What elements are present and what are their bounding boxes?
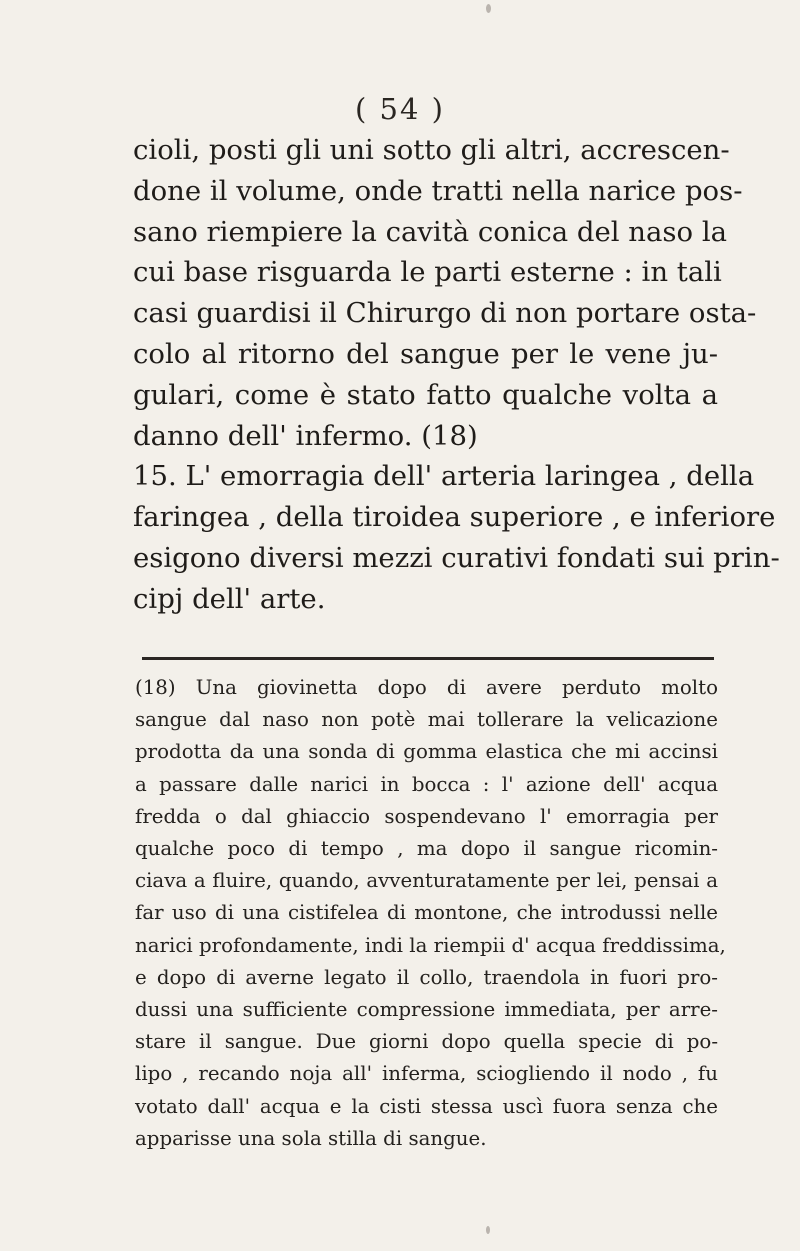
footnote-line: dussi una sufficiente compressione immediata, per arre- [135,998,718,1022]
text-line: cui base risguarda le parti esterne : in tali [133,256,722,289]
text-line: colo al ritorno del sangue per le vene ju- [133,337,718,370]
footnote-line: lipo , recando noja all' inferma, sciogliendo il nodo , fu [135,1062,718,1086]
page-number: ( 54 ) [355,92,445,126]
footnote-line: ciava a fluire, quando, avventuratamente per lei, pensai a [135,869,718,893]
footnote-line: votato dall' acqua e la cisti stessa uscì fuora senza che [135,1094,718,1118]
ink-blot [486,1226,490,1234]
footnote-line: fredda o dal ghiaccio sospendevano l' emorragia per [135,804,718,828]
text-line: done il volume, onde tratti nella narice pos- [133,174,743,207]
text-line: esigono diversi mezzi curativi fondati sui prin- [133,541,780,574]
text-line: cipj dell' arte. [133,582,326,615]
footnote-line: narici profondamente, indi la riempii d' acqua freddissima, [135,933,726,957]
text-line: casi guardisi il Chirurgo di non portare osta- [133,297,757,330]
text-line: cioli, posti gli uni sotto gli altri, accrescen- [133,134,730,166]
text-line: danno dell' infermo. (18) [133,419,478,452]
footnote-line: (18) Una giovinetta dopo di avere perduto molto [135,676,718,699]
text-line: faringea , della tiroidea superiore , e inferiore [133,501,776,534]
ink-blot [486,4,491,13]
footnote-line: qualche poco di tempo , ma dopo il sangue ricomin- [135,837,718,861]
footnote-divider [142,657,714,660]
footnote-line: apparisse una sola stilla di sangue. [135,1126,487,1150]
text-line: gulari, come è stato fatto qualche volta a [133,378,718,411]
footnote-line: e dopo di averne legato il collo, traendola in fuori pro- [135,965,718,989]
footnote-line: far uso di una cistifelea di montone, che introdussi nelle [135,901,718,925]
text-line: 15. L' emorragia dell' arteria laringea , della [133,460,755,493]
main-text [133,130,780,620]
footnote-line: a passare dalle narici in bocca : l' azione dell' acqua [135,772,718,796]
footnote-line: stare il sangue. Due giorni dopo quella specie di po- [135,1030,718,1054]
footnote-line: sangue dal naso non potè mai tollerare la velicazione [135,708,718,732]
footnote [135,672,726,1155]
footnote-line: prodotta da una sonda di gomma elastica che mi accinsi [135,740,718,764]
text-line: sano riempiere la cavità conica del naso la [133,215,728,248]
